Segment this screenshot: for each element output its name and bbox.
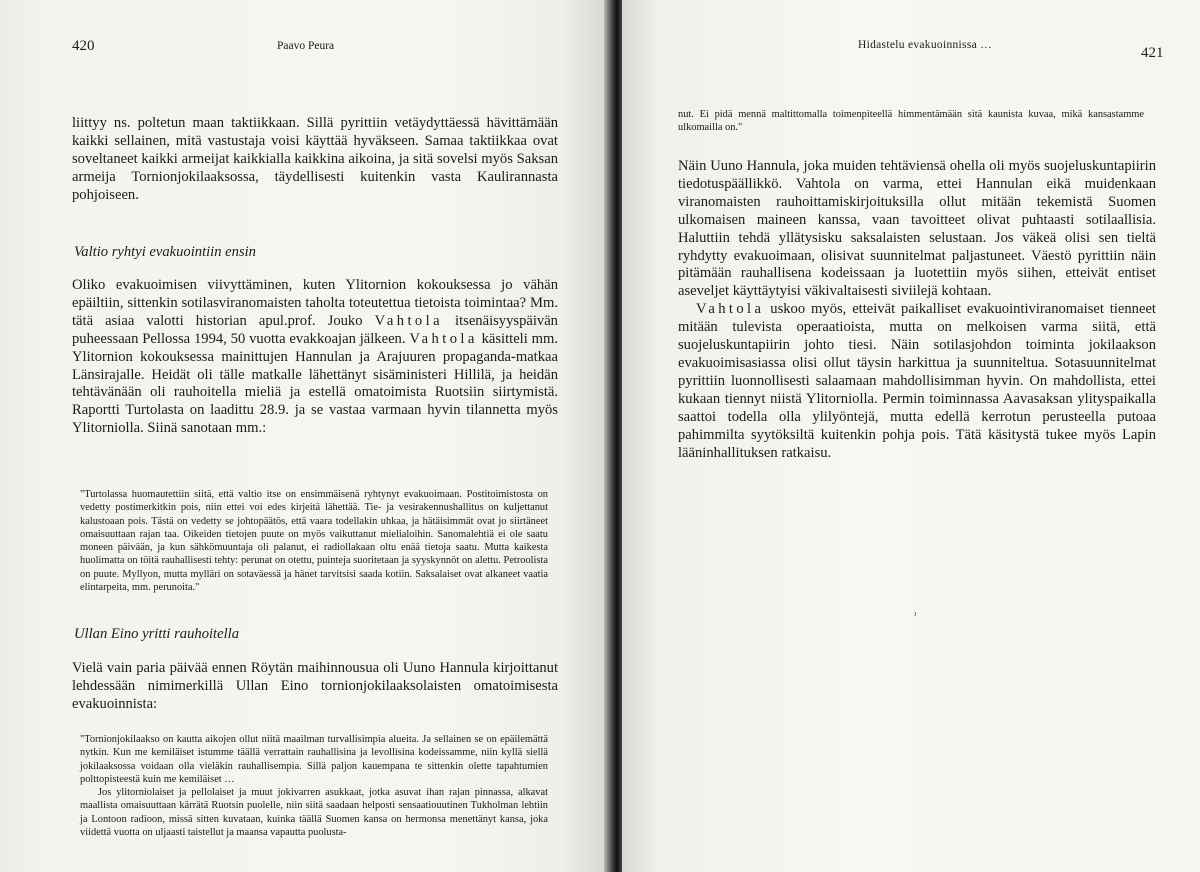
text-run: käsitteli mm. Ylitornion kokouksessa mainittujen Hannulan ja Arajuuren propaganda-matkaa Länsirajalle. Heidät oli tälle matkalle lähettänyt sisäministeri Hillilä, ja heidän tehtävänään oli rauhoitella mieliä ja estellä omatoimista Ruotsiin siirtymistä. Raportti Turtolasta on laadittu 28.9. ja se vastaa varmaan hyvin tilannetta myös Ylitorniolla. Siinä sanotaan mm.: <box>72 330 558 437</box>
running-head: Hidastelu evakuoinnissa … <box>858 39 992 51</box>
text-run: Oliko evakuoimisen viivyttäminen, kuten Ylitornion kokouksessa jo vähän epäiltiin, sittenkin sotilasviranomaisten taholta toteutettua tietoista toimintaa? Mm. tätä asiaa valotti historian apul.prof. Jouko <box>72 277 558 329</box>
body-paragraph: liittyy ns. poltetun maan taktiikkaan. Sillä pyrittiin vetäydyttäessä hävittämään kaikki sellainen, mitä vastustaja voisi käyttää hyväkseen. Samaa taktiikkaa ovat soveltaneet kaikki armeijat kaikkialla kaikkina aikoina, ja sitä sovelsi myös Saksan armeija Tornionjokilaaksossa, täydellisesti kuitenkin vasta Kaulirannasta pohjoiseen. <box>72 115 558 203</box>
block-quote <box>678 108 1144 135</box>
body-paragraph: Vielä vain paria päivää ennen Röytän maihinnousua oli Uuno Hannula kirjoittanut lehdessään nimimerkillä Ullan Eino tornionjokilaaksolaisten omatoimisesta evakuoinnista: <box>72 660 558 712</box>
author-name: Vahtola <box>696 301 765 318</box>
right-page <box>622 0 1200 872</box>
section-heading: Valtio ryhtyi evakuointiin ensin <box>74 244 256 260</box>
running-head: Paavo Peura <box>277 40 335 52</box>
paragraph <box>72 115 558 205</box>
paragraph <box>72 277 558 438</box>
author-name: Vahtola <box>374 312 443 329</box>
stray-mark: ʴ <box>914 608 917 622</box>
page-number: 421 <box>1141 45 1164 61</box>
section-heading: Ullan Eino yritti rauhoitella <box>74 626 239 642</box>
quote-paragraph: "Turtolassa huomautettiin siitä, että valtio itse on ensimmäisenä ryhtynyt evakuoimaan. Postitoimistosta on vedetty postimerkitkin pois, niin ettei voi edes kirjeitä lähettää. Tie- ja vesirakennushallitus on kuljettanut kalustoaan pois. Tästä on vedetty se johtopäätös, että vaara todellakin uhkaa, ja hätäisimmät ovat jo siirtäneet omaisuuttaan rajan taa. Oikeiden tietojen puute on myös vaikuttanut mielialoihin. Sanomalehtiä ei ole saatu moneen päivään, ja kun sähkömuuntaja oli palanut, ei radiollakaan oltu enää tietoja saatu. Mutta kaikesta huolimatta on töitä rauhallisesti tehty: perunat on otettu, puinteja suoritetaan ja syyskynnöt on alettu. Petroolista on puute. Myllyon, mutta mylläri on sotaväessä ja hänet tarvitsisi saada kotiin. Saksalaiset ovat alkaneet vaatia elintarpeita, mm. perunoita." <box>80 489 548 594</box>
paragraph <box>678 158 1156 462</box>
body-paragraph <box>72 277 558 438</box>
block-quote <box>80 733 548 839</box>
body-paragraph <box>678 301 1156 462</box>
quote-paragraph: nut. Ei pidä mennä maltittomalla toimenpiteellä himmentämään sitä kaunista kuvaa, mikä kansastamme ulkomailla on." <box>678 109 1144 134</box>
body-paragraph: Näin Uuno Hannula, joka muiden tehtäviensä ohella oli myös suojeluskuntapiirin tiedotuspäällikkö. Vahtola on varma, ettei Hannulan eikä muidenkaan viranomaisten rauhoittamiskirjoituksilla ollut mitään tekemistä Suomen ulkomaisen maineen kanssa, vaan tavoitteet olivat puhtaasti sotilaallisia. Haluttiin tehdä yllätysisku saksalaisten selustaan. Jos väkeä olisi sen tieltä ryhdytty evakuoimaan, olisivat suunnitelmat paljastuneet. Väestö pyrittiin näin pitämään rauhallisena kodeissaan ja luotettiin myös siihen, etteivät entiset aseveljet käyttäytyisi väkivaltaisesti siviilejä kohtaan. <box>678 158 1156 300</box>
text-run: itsenäisyyspäivän puheessaan Pellossa 1994, 50 vuotta evakkoajan jälkeen. <box>72 312 558 347</box>
page-number: 420 <box>72 38 95 54</box>
text-run: uskoo myös, etteivät paikalliset evakuointiviranomaiset tienneet mitään tulevista operaatioista, mutta on melkoisen varma siitä, että suojeluskuntapiirin johto tiesi. Näin sotilasjohdon toiminta jokilaakson evakuoimisasiassa olisi ollut täysin harkittua ja suunniteltua. Sotasuunnitelmat pyrittiin luonnollisesti salaamaan mahdollisimman hyvin. On mahdollista, ettei kukaan tiennyt niistä Ylitorniolla. Permin toiminnassa Aavasaksan ylityspaikalla saattoi todella olla ylilyöntejä, mutta edellä kerrotun perusteella putoaa pahimmilta syytöksiltä kuitenkin pohja pois. Tätä käsitystä tukee myös Lapin lääninhallituksen ratkaisu. <box>678 301 1156 461</box>
paragraph <box>72 660 558 714</box>
block-quote <box>80 488 548 594</box>
quote-paragraph: Jos ylitorniolaiset ja pellolaiset ja muut jokivarren asukkaat, jotka asuvat ihan rajan pinnassa, alkavat maallista omaisuuttaan kärrätä Ruotsin puolelle, niin siitä saadaan helposti sensaatiouutinen Tukholman lehtiin ja Lontoon radioon, missä sitten kuvataan, kuinka täällä Suomen kansa on hermonsa menettänyt kansa, joka viidettä vuotta on uljaasti taistellut ja maansa vapautta puolusta- <box>80 787 548 839</box>
author-name: Vahtola <box>409 330 478 347</box>
quote-paragraph: "Tornionjokilaakso on kautta aikojen ollut niitä maailman turvallisimpia alueita. Ja sellainen se on epäilemättä nytkin. Kun me kemiläiset istumme täällä verrattain rauhallisina ja levollisina kodeissamme, niin kyllä siellä jokilaaksossa voidaan olla vieläkin rauhallisempia. Sillä paljon kauempana te sittenkin olette tapahtumien polttopisteestä kuin me kemiläiset … <box>80 734 548 785</box>
